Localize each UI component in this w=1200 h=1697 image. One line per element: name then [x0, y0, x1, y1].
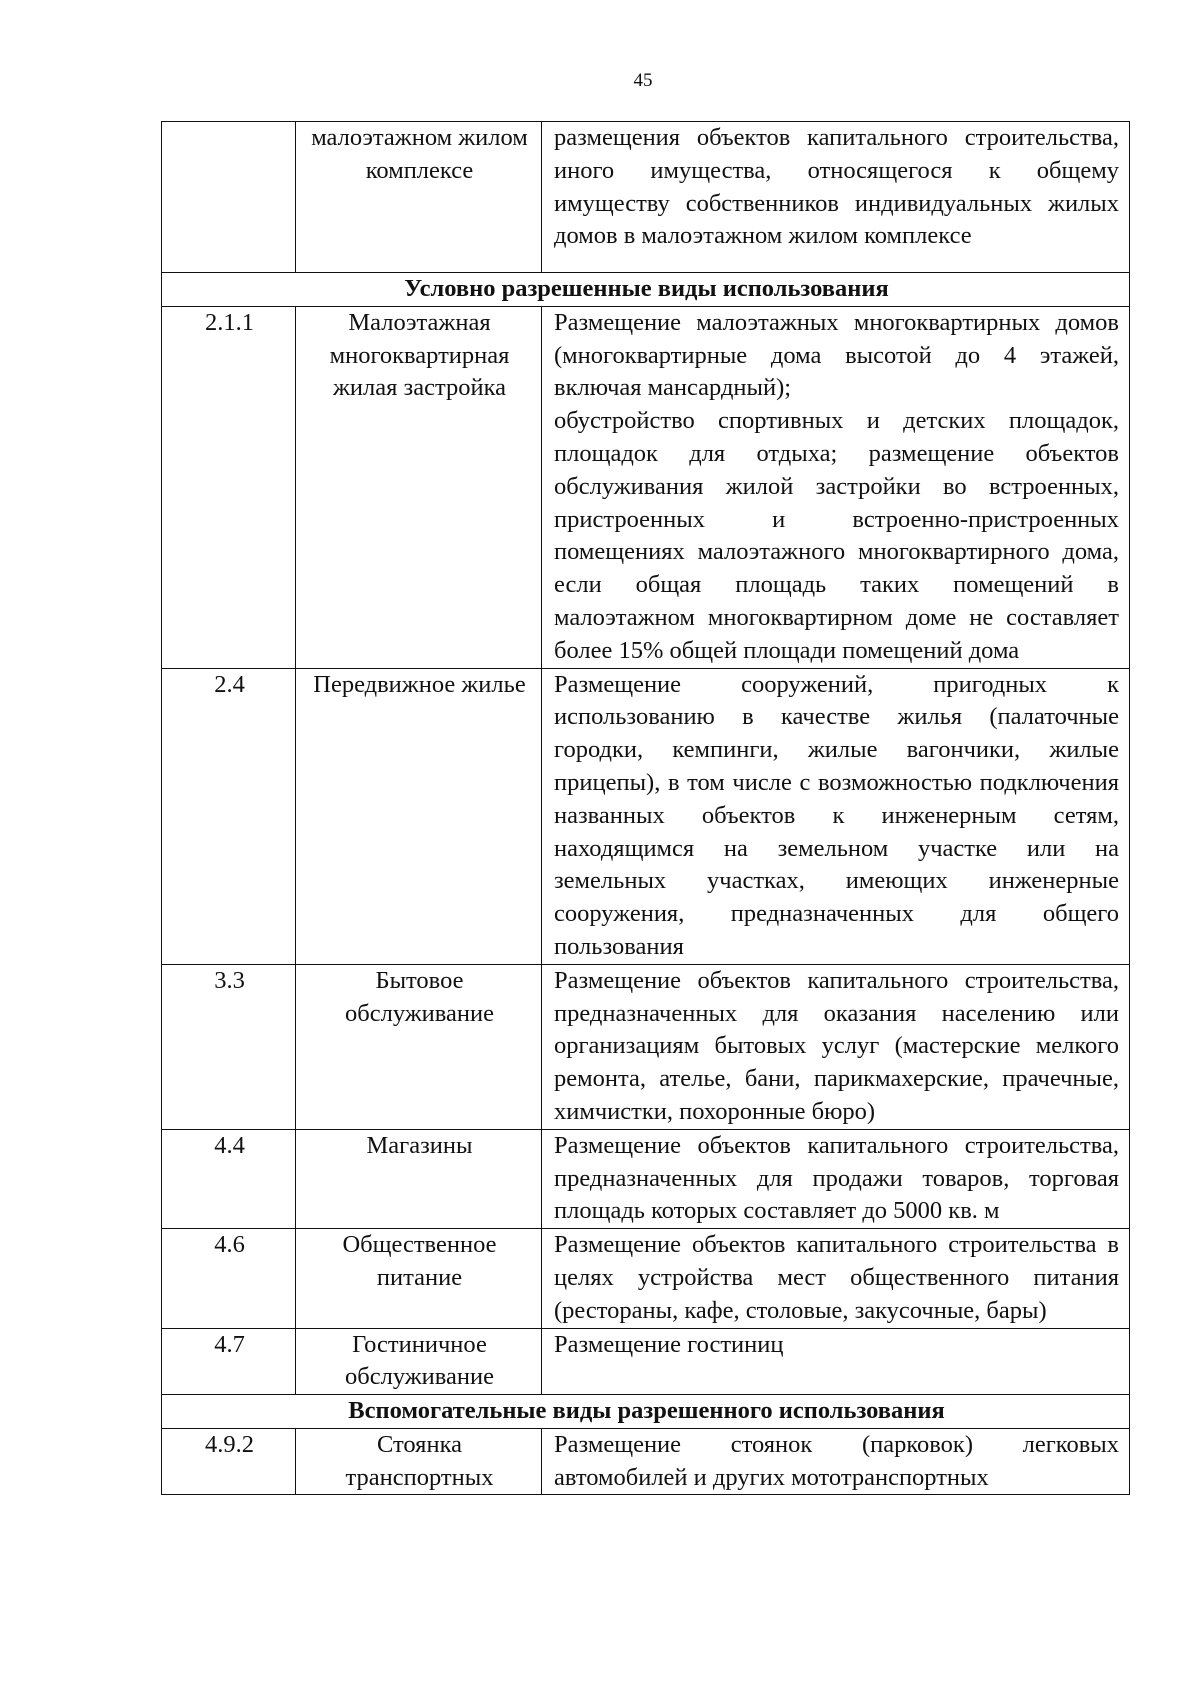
code-cell: 4.4	[162, 1129, 296, 1228]
table-row	[162, 306, 1130, 668]
table-row	[162, 1428, 1130, 1495]
section-header-row	[162, 273, 1130, 307]
name-cell: Гостиничное обслуживание	[296, 1328, 542, 1395]
name-cell: Передвижное жилье	[296, 668, 542, 964]
description-cell: Размещение гостиниц	[542, 1328, 1130, 1395]
description-cell: Размещение объектов капитального строительства, предназначенных для продажи товаров, торговая площадь которых составляет до 5000 кв. м	[542, 1129, 1130, 1228]
code-cell: 4.9.2	[162, 1428, 296, 1495]
section-title: Условно разрешенные виды использования	[162, 273, 1130, 307]
code-cell: 3.3	[162, 964, 296, 1129]
code-cell: 2.1.1	[162, 306, 296, 668]
table-row	[162, 122, 1130, 273]
name-cell: Бытовое обслуживание	[296, 964, 542, 1129]
description-cell: Размещение малоэтажных многоквартирных домов (многоквартирные дома высотой до 4 этажей, включая мансардный); обустройство спортивных и детских площадок, площадок для отдыха; размещение объектов обслуживания жилой застройки во встроенных, пристроенных и встроенно-пристроенных помещениях малоэтажного многоквартирного дома, если общая площадь таких помещений в малоэтажном многоквартирном доме не составляет более 15% общей площади помещений дома	[542, 306, 1130, 668]
code-cell: 4.6	[162, 1229, 296, 1328]
name-cell: малоэтажном жилом комплексе	[296, 122, 542, 273]
table-row	[162, 964, 1130, 1129]
table-row	[162, 1229, 1130, 1328]
table-row	[162, 668, 1130, 964]
description-cell: Размещение объектов капитального строительства, предназначенных для оказания населению или организациям бытовых услуг (мастерские мелкого ремонта, ателье, бани, парикмахерские, прачечные, химчистки, похоронные бюро)	[542, 964, 1130, 1129]
table-row	[162, 1129, 1130, 1228]
table-row	[162, 1328, 1130, 1395]
code-cell: 4.7	[162, 1328, 296, 1395]
section-title: Вспомогательные виды разрешенного использования	[162, 1395, 1130, 1429]
code-cell	[162, 122, 296, 273]
name-cell: Малоэтажная многоквартирная жилая застройка	[296, 306, 542, 668]
description-cell: Размещение сооружений, пригодных к использованию в качестве жилья (палаточные городки, кемпинги, жилые вагончики, жилые прицепы), в том числе с возможностью подключения названных объектов к инженерным сетям, находящимся на земельном участке или на земельных участках, имеющих инженерные сооружения, предназначенных для общего пользования	[542, 668, 1130, 964]
description-cell: Размещение объектов капитального строительства в целях устройства мест общественного питания (рестораны, кафе, столовые, закусочные, бары)	[542, 1229, 1130, 1328]
description-cell: размещения объектов капитального строительства, иного имущества, относящегося к общему имуществу собственников индивидуальных жилых домов в малоэтажном жилом комплексе	[542, 122, 1130, 273]
page-number: 45	[633, 70, 653, 91]
name-cell: Общественное питание	[296, 1229, 542, 1328]
name-cell: Магазины	[296, 1129, 542, 1228]
section-header-row	[162, 1395, 1130, 1429]
name-cell: Стоянка транспортных	[296, 1428, 542, 1495]
description-cell: Размещение стоянок (парковок) легковых автомобилей и других мототранспортных	[542, 1428, 1130, 1495]
code-cell: 2.4	[162, 668, 296, 964]
land-use-table	[161, 121, 1130, 1495]
